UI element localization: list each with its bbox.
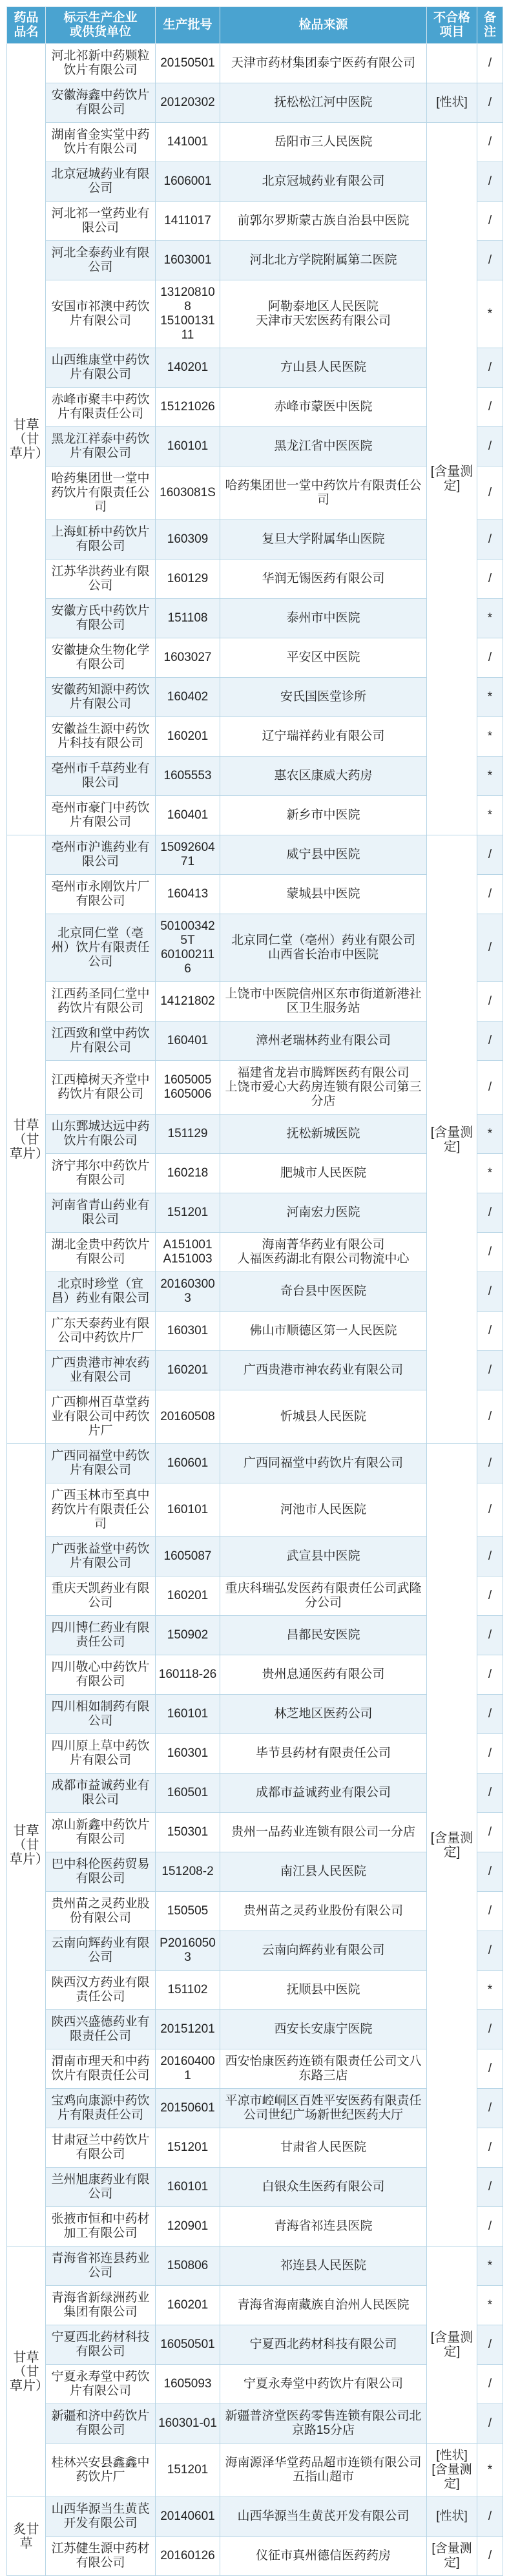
- table-body: [7, 44, 503, 2576]
- batch-cell: 1605005 1605006: [156, 1061, 220, 1115]
- failed-item-cell: [含量测 定]: [427, 835, 477, 1444]
- manufacturer-cell: 云南向辉药业有限公司: [46, 1931, 156, 1971]
- batch-cell: 1603001: [156, 241, 220, 280]
- note-cell: /: [477, 1021, 503, 1061]
- inspection-table: [6, 6, 503, 2576]
- manufacturer-cell: 四川敬心中药饮片有限公司: [46, 1655, 156, 1695]
- batch-cell: 160413: [156, 875, 220, 914]
- manufacturer-cell: 巴中科伦医药贸易有限公司: [46, 1852, 156, 1892]
- table-row: [7, 44, 503, 83]
- manufacturer-cell: 重庆天凯药业有限公司: [46, 1576, 156, 1616]
- note-cell: /: [477, 1852, 503, 1892]
- note-cell: /: [477, 638, 503, 678]
- source-cell: 北京同仁堂（亳州）药业有限公司 山西省长治市中医院: [220, 914, 427, 982]
- manufacturer-cell: 新疆和济中药饮片有限公司: [46, 2404, 156, 2444]
- note-cell: /: [477, 520, 503, 560]
- manufacturer-cell: 山西华源当生黄芪开发有限公司: [46, 2497, 156, 2537]
- failed-item-cell: [含量测 定]: [427, 123, 477, 835]
- failed-item-cell: [含量测 定]: [427, 2246, 477, 2444]
- manufacturer-cell: 广西张益堂中药饮片有限公司: [46, 1537, 156, 1576]
- header-drug-name: 药品 品名: [7, 7, 46, 44]
- source-cell: 忻城县人民医院: [220, 1390, 427, 1444]
- note-cell: /: [477, 123, 503, 162]
- manufacturer-cell: 凉山新鑫中药饮片有限公司: [46, 1813, 156, 1852]
- batch-cell: 160402: [156, 678, 220, 717]
- manufacturer-cell: 安徽海鑫中药饮片有限公司: [46, 83, 156, 123]
- table-row: [7, 835, 503, 875]
- manufacturer-cell: 河北全泰药业有限公司: [46, 241, 156, 280]
- note-cell: /: [477, 2089, 503, 2128]
- manufacturer-cell: 兰州旭康药业有限公司: [46, 2168, 156, 2207]
- source-cell: 平安区中医院: [220, 638, 427, 678]
- drug-name-cell: 甘草 （甘草片）: [7, 1444, 46, 2246]
- manufacturer-cell: 广东天泰药业有限公司中药饮片厂: [46, 1312, 156, 1351]
- note-cell: *: [477, 2246, 503, 2286]
- source-cell: 昌都民安医院: [220, 1616, 427, 1655]
- manufacturer-cell: 北京时珍堂（宜昌）药业有限公司: [46, 1272, 156, 1312]
- manufacturer-cell: 四川博仁药业有限责任公司: [46, 1616, 156, 1655]
- note-cell: *: [477, 1154, 503, 1193]
- manufacturer-cell: 青海省新绿洲药业集团有限公司: [46, 2286, 156, 2325]
- note-cell: /: [477, 1193, 503, 1233]
- batch-cell: 160101: [156, 1695, 220, 1734]
- batch-cell: 160218: [156, 1154, 220, 1193]
- source-cell: 北京冠城药业有限公司: [220, 162, 427, 202]
- note-cell: *: [477, 796, 503, 835]
- batch-cell: 201603003: [156, 1272, 220, 1312]
- source-cell: 福建省龙岩市腾辉医药有限公司 上饶市爱心大药房连锁有限公司第三分店: [220, 1061, 427, 1115]
- source-cell: 重庆科瑞弘发医药有限责任公司武隆分公司: [220, 1576, 427, 1616]
- manufacturer-cell: 北京同仁堂（亳州）饮片有限责任公司: [46, 914, 156, 982]
- source-cell: 宁夏永寿堂中药饮片有限公司: [220, 2365, 427, 2404]
- batch-cell: 20150501: [156, 44, 220, 83]
- header-source: 检品来源: [220, 7, 427, 44]
- source-cell: 抚松新城医院: [220, 1115, 427, 1154]
- header-note: 备 注: [477, 7, 503, 44]
- source-cell: 河南宏力医院: [220, 1193, 427, 1233]
- note-cell: *: [477, 2444, 503, 2497]
- source-cell: 成都市益诚药业有限公司: [220, 1774, 427, 1813]
- manufacturer-cell: 河南省青山药业有限公司: [46, 1193, 156, 1233]
- batch-cell: 160101: [156, 1483, 220, 1537]
- note-cell: /: [477, 560, 503, 599]
- manufacturer-cell: 江苏华洪药业有限公司: [46, 560, 156, 599]
- table-row: [7, 83, 503, 123]
- source-cell: 黑龙江省中医医院: [220, 427, 427, 466]
- batch-cell: 160101: [156, 427, 220, 466]
- note-cell: /: [477, 2049, 503, 2089]
- header-batch: 生产批号: [156, 7, 220, 44]
- manufacturer-cell: 江西樟树天齐堂中药饮片有限公司: [46, 1061, 156, 1115]
- batch-cell: P20160503: [156, 1931, 220, 1971]
- table-row: [7, 1444, 503, 1483]
- note-cell: *: [477, 280, 503, 348]
- source-cell: 河北北方学院附属第二医院: [220, 241, 427, 280]
- batch-cell: 120901: [156, 2207, 220, 2246]
- source-cell: 肥城市人民医院: [220, 1154, 427, 1193]
- note-cell: /: [477, 1576, 503, 1616]
- batch-cell: 150902: [156, 1616, 220, 1655]
- note-cell: *: [477, 757, 503, 796]
- note-cell: /: [477, 1483, 503, 1537]
- drug-name-cell: 甘草 （甘草片）: [7, 2246, 46, 2497]
- manufacturer-cell: 河北祁一堂药业有限公司: [46, 202, 156, 241]
- note-cell: /: [477, 1061, 503, 1115]
- batch-cell: 14121802: [156, 982, 220, 1021]
- failed-item-cell: [性状]: [427, 2497, 477, 2537]
- manufacturer-cell: 哈药集团世一堂中药饮片有限责任公司: [46, 466, 156, 520]
- manufacturer-cell: 陕西兴盛德药业有限责任公司: [46, 2010, 156, 2049]
- note-cell: /: [477, 44, 503, 83]
- batch-cell: 1603081S: [156, 466, 220, 520]
- batch-cell: 150301: [156, 1813, 220, 1852]
- batch-cell: 151102: [156, 1971, 220, 2010]
- note-cell: /: [477, 1892, 503, 1931]
- note-cell: /: [477, 914, 503, 982]
- source-cell: 青海省海南藏族自治州人民医院: [220, 2286, 427, 2325]
- batch-cell: 160201: [156, 1576, 220, 1616]
- batch-cell: 20140601: [156, 2497, 220, 2537]
- manufacturer-cell: 广西柳州百草堂药业有限公司中药饮片厂: [46, 1390, 156, 1444]
- source-cell: 西安怡康医药连锁有限责任公司文八东路三店: [220, 2049, 427, 2089]
- batch-cell: 1509260471: [156, 835, 220, 875]
- note-cell: /: [477, 875, 503, 914]
- source-cell: 贵州一品药业连锁有限公司一分店: [220, 1813, 427, 1852]
- batch-cell: 1411017: [156, 202, 220, 241]
- note-cell: /: [477, 1695, 503, 1734]
- report-container: [6, 6, 503, 2576]
- manufacturer-cell: 安徽捷众生物化学有限公司: [46, 638, 156, 678]
- batch-cell: 160401: [156, 1021, 220, 1061]
- batch-cell: 160301: [156, 1312, 220, 1351]
- manufacturer-cell: 安徽益生源中药饮片科技有限公司: [46, 717, 156, 757]
- note-cell: /: [477, 1312, 503, 1351]
- manufacturer-cell: 青海省祁连县药业公司: [46, 2246, 156, 2286]
- batch-cell: 20150601: [156, 2089, 220, 2128]
- manufacturer-cell: 江西药圣同仁堂中药饮片有限公司: [46, 982, 156, 1021]
- batch-cell: 160101: [156, 2168, 220, 2207]
- source-cell: 南江县人民医院: [220, 1852, 427, 1892]
- manufacturer-cell: 成都市益诚药业有限公司: [46, 1774, 156, 1813]
- batch-cell: 151201: [156, 2128, 220, 2168]
- header-manufacturer: 标示生产企业 或供货单位: [46, 7, 156, 44]
- manufacturer-cell: 安国市祁澳中药饮片有限公司: [46, 280, 156, 348]
- note-cell: /: [477, 2325, 503, 2365]
- note-cell: /: [477, 1616, 503, 1655]
- batch-cell: 1603027: [156, 638, 220, 678]
- batch-cell: 151129: [156, 1115, 220, 1154]
- source-cell: 佛山市顺德区第一人民医院: [220, 1312, 427, 1351]
- note-cell: /: [477, 2404, 503, 2444]
- batch-cell: 151201: [156, 1193, 220, 1233]
- note-cell: /: [477, 1774, 503, 1813]
- failed-item-cell: [性状]: [427, 83, 477, 123]
- note-cell: /: [477, 1351, 503, 1390]
- source-cell: 广西同福堂中药饮片有限公司: [220, 1444, 427, 1483]
- note-cell: *: [477, 678, 503, 717]
- batch-cell: 160309: [156, 520, 220, 560]
- note-cell: /: [477, 1931, 503, 1971]
- note-cell: *: [477, 2286, 503, 2325]
- manufacturer-cell: 宁夏永寿堂中药饮片有限公司: [46, 2365, 156, 2404]
- source-cell: 毕节县药材有限责任公司: [220, 1734, 427, 1774]
- source-cell: 奇台县中医医院: [220, 1272, 427, 1312]
- note-cell: /: [477, 982, 503, 1021]
- manufacturer-cell: 湖北金贵中药饮片有限公司: [46, 1233, 156, 1272]
- batch-cell: 150806: [156, 2246, 220, 2286]
- source-cell: 方山县人民医院: [220, 348, 427, 388]
- manufacturer-cell: 陕西汉方药业有限责任公司: [46, 1971, 156, 2010]
- manufacturer-cell: 渭南市理天和中药饮片有限责任公司: [46, 2049, 156, 2089]
- note-cell: /: [477, 2207, 503, 2246]
- batch-cell: 20151201: [156, 2010, 220, 2049]
- failed-item-cell: [性状] [含量测定]: [427, 2444, 477, 2497]
- source-cell: 哈药集团世一堂中药饮片有限责任公司: [220, 466, 427, 520]
- manufacturer-cell: 山东鄄城达远中药饮片有限公司: [46, 1115, 156, 1154]
- source-cell: 白银众生医药有限公司: [220, 2168, 427, 2207]
- manufacturer-cell: 亳州市永刚饮片厂有限公司: [46, 875, 156, 914]
- batch-cell: 1605087: [156, 1537, 220, 1576]
- source-cell: 惠农区康威大药房: [220, 757, 427, 796]
- source-cell: 阿勒泰地区人民医院 天津市天宏医药有限公司: [220, 280, 427, 348]
- source-cell: 安氏国医堂诊所: [220, 678, 427, 717]
- manufacturer-cell: 亳州市沪谯药业有限公司: [46, 835, 156, 875]
- source-cell: 西安长安康宁医院: [220, 2010, 427, 2049]
- note-cell: *: [477, 599, 503, 638]
- batch-cell: 16050501: [156, 2325, 220, 2365]
- source-cell: 武宣县中医院: [220, 1537, 427, 1576]
- failed-item-cell: [含量测定]: [427, 2537, 477, 2576]
- note-cell: /: [477, 2010, 503, 2049]
- batch-cell: 160401: [156, 796, 220, 835]
- manufacturer-cell: 湖南省金实堂中药饮片有限公司: [46, 123, 156, 162]
- manufacturer-cell: 河北祁新中药颗粒饮片有限公司: [46, 44, 156, 83]
- batch-cell: 1606001: [156, 162, 220, 202]
- note-cell: /: [477, 162, 503, 202]
- manufacturer-cell: 甘肃冠兰中药饮片有限公司: [46, 2128, 156, 2168]
- batch-cell: 20160508: [156, 1390, 220, 1444]
- batch-cell: 201604001: [156, 2049, 220, 2089]
- note-cell: *: [477, 1115, 503, 1154]
- source-cell: 岳阳市三人民医院: [220, 123, 427, 162]
- source-cell: 祁连县人民医院: [220, 2246, 427, 2286]
- batch-cell: 20120302: [156, 83, 220, 123]
- batch-cell: 151108: [156, 599, 220, 638]
- batch-cell: 151208-2: [156, 1852, 220, 1892]
- batch-cell: 160201: [156, 1351, 220, 1390]
- batch-cell: 160501: [156, 1774, 220, 1813]
- table-row: [7, 2497, 503, 2537]
- source-cell: 威宁县中医院: [220, 835, 427, 875]
- manufacturer-cell: 四川原上草中药饮片有限公司: [46, 1734, 156, 1774]
- manufacturer-cell: 山西维康堂中药饮片有限公司: [46, 348, 156, 388]
- note-cell: /: [477, 466, 503, 520]
- manufacturer-cell: 江苏健生源中药材有限公司: [46, 2537, 156, 2576]
- source-cell: 华润无锡医药有限公司: [220, 560, 427, 599]
- source-cell: 泰州市中医院: [220, 599, 427, 638]
- batch-cell: 160129: [156, 560, 220, 599]
- manufacturer-cell: 安徽药知源中药饮片有限公司: [46, 678, 156, 717]
- failed-item-cell: [427, 44, 477, 83]
- table-header-row: [7, 7, 503, 44]
- note-cell: /: [477, 1444, 503, 1483]
- drug-name-cell: 甘草 （甘草片）: [7, 835, 46, 1444]
- note-cell: /: [477, 388, 503, 427]
- note-cell: /: [477, 2497, 503, 2537]
- source-cell: 抚顺县中医院: [220, 1971, 427, 2010]
- source-cell: 贵州苗之灵药业股份有限公司: [220, 1892, 427, 1931]
- batch-cell: 160201: [156, 717, 220, 757]
- batch-cell: 160601: [156, 1444, 220, 1483]
- note-cell: /: [477, 2128, 503, 2168]
- manufacturer-cell: 上海虹桥中药饮片有限公司: [46, 520, 156, 560]
- batch-cell: 160301-01: [156, 2404, 220, 2444]
- manufacturer-cell: 贵州苗之灵药业股份有限公司: [46, 1892, 156, 1931]
- note-cell: /: [477, 2537, 503, 2576]
- batch-cell: 15121026: [156, 388, 220, 427]
- source-cell: 河池市人民医院: [220, 1483, 427, 1537]
- note-cell: /: [477, 2365, 503, 2404]
- source-cell: 海南菁华药业有限公司 人福医药湖北有限公司物流中心: [220, 1233, 427, 1272]
- header-failed-item: 不合格 项目: [427, 7, 477, 44]
- table-row: [7, 2537, 503, 2576]
- failed-item-cell: [含量测 定]: [427, 1444, 477, 2246]
- manufacturer-cell: 广西同福堂中药饮片有限公司: [46, 1444, 156, 1483]
- batch-cell: 160301: [156, 1734, 220, 1774]
- note-cell: /: [477, 1813, 503, 1852]
- table-row: [7, 2246, 503, 2286]
- note-cell: /: [477, 835, 503, 875]
- source-cell: 云南向辉药业有限公司: [220, 1931, 427, 1971]
- manufacturer-cell: 桂林兴安县鑫鑫中药饮片厂: [46, 2444, 156, 2497]
- manufacturer-cell: 广西贵港市神农药业有限公司: [46, 1351, 156, 1390]
- source-cell: 新疆普济堂医药零售连锁有限公司北京路15分店: [220, 2404, 427, 2444]
- note-cell: *: [477, 717, 503, 757]
- manufacturer-cell: 亳州市豪门中药饮片有限公司: [46, 796, 156, 835]
- source-cell: 新乡市中医院: [220, 796, 427, 835]
- note-cell: /: [477, 1655, 503, 1695]
- manufacturer-cell: 四川相如制药有限公司: [46, 1695, 156, 1734]
- batch-cell: A151001 A151003: [156, 1233, 220, 1272]
- batch-cell: 20160126: [156, 2537, 220, 2576]
- source-cell: 复旦大学附属华山医院: [220, 520, 427, 560]
- manufacturer-cell: 北京冠城药业有限公司: [46, 162, 156, 202]
- source-cell: 山西华源当生黄芪开发有限公司: [220, 2497, 427, 2537]
- batch-cell: 160118-26: [156, 1655, 220, 1695]
- manufacturer-cell: 黑龙江祥泰中药饮片有限公司: [46, 427, 156, 466]
- batch-cell: 150505: [156, 1892, 220, 1931]
- source-cell: 蒙城县中医院: [220, 875, 427, 914]
- source-cell: 抚松松江河中医院: [220, 83, 427, 123]
- note-cell: /: [477, 1390, 503, 1444]
- source-cell: 海南源泽华堂药品超市连锁有限公司五指山超市: [220, 2444, 427, 2497]
- batch-cell: 151201: [156, 2444, 220, 2497]
- batch-cell: 501003425T 601002116: [156, 914, 220, 982]
- batch-cell: 1605553: [156, 757, 220, 796]
- batch-cell: 141001: [156, 123, 220, 162]
- drug-name-cell: 炙甘草: [7, 2497, 46, 2576]
- note-cell: /: [477, 202, 503, 241]
- source-cell: 漳州老瑞林药业有限公司: [220, 1021, 427, 1061]
- source-cell: 贵州息通医药有限公司: [220, 1655, 427, 1695]
- note-cell: *: [477, 1971, 503, 2010]
- source-cell: 林芝地区医药公司: [220, 1695, 427, 1734]
- source-cell: 甘肃省人民医院: [220, 2128, 427, 2168]
- source-cell: 天津市药材集团泰宁医药有限公司: [220, 44, 427, 83]
- source-cell: 青海省祁连县医院: [220, 2207, 427, 2246]
- manufacturer-cell: 济宁邦尔中药饮片有限公司: [46, 1154, 156, 1193]
- note-cell: /: [477, 348, 503, 388]
- source-cell: 平凉市崆峒区百姓平安医药有限责任公司世纪广场新世纪医药大厅: [220, 2089, 427, 2128]
- batch-cell: 140201: [156, 348, 220, 388]
- manufacturer-cell: 广西玉林市至真中药饮片有限责任公司: [46, 1483, 156, 1537]
- source-cell: 赤峰市蒙医中医院: [220, 388, 427, 427]
- manufacturer-cell: 亳州市千草药业有限公司: [46, 757, 156, 796]
- drug-name-cell: 甘草 （甘草片）: [7, 44, 46, 835]
- note-cell: /: [477, 1233, 503, 1272]
- note-cell: /: [477, 1272, 503, 1312]
- batch-cell: 131208108 1510013111: [156, 280, 220, 348]
- source-cell: 仪征市真州德信医药药房: [220, 2537, 427, 2576]
- manufacturer-cell: 张掖市恒和中药材加工有限公司: [46, 2207, 156, 2246]
- note-cell: /: [477, 1734, 503, 1774]
- table-row: [7, 2444, 503, 2497]
- source-cell: 宁夏西北药材科技有限公司: [220, 2325, 427, 2365]
- note-cell: /: [477, 1537, 503, 1576]
- source-cell: 前郭尔罗斯蒙古族自治县中医院: [220, 202, 427, 241]
- batch-cell: 1605093: [156, 2365, 220, 2404]
- manufacturer-cell: 宝鸡向康源中药饮片有限责任公司: [46, 2089, 156, 2128]
- manufacturer-cell: 赤峰市聚丰中药饮片有限责任公司: [46, 388, 156, 427]
- source-cell: 上饶市中医院信州区东市街道新港社区卫生服务站: [220, 982, 427, 1021]
- source-cell: 辽宁瑞祥药业有限公司: [220, 717, 427, 757]
- manufacturer-cell: 江西致和堂中药饮片有限公司: [46, 1021, 156, 1061]
- table-row: [7, 123, 503, 162]
- note-cell: /: [477, 427, 503, 466]
- manufacturer-cell: 安徽方氏中药饮片有限公司: [46, 599, 156, 638]
- source-cell: 广西贵港市神农药业有限公司: [220, 1351, 427, 1390]
- note-cell: /: [477, 2168, 503, 2207]
- note-cell: /: [477, 83, 503, 123]
- batch-cell: 160201: [156, 2286, 220, 2325]
- note-cell: /: [477, 241, 503, 280]
- manufacturer-cell: 宁夏西北药材科技有限公司: [46, 2325, 156, 2365]
